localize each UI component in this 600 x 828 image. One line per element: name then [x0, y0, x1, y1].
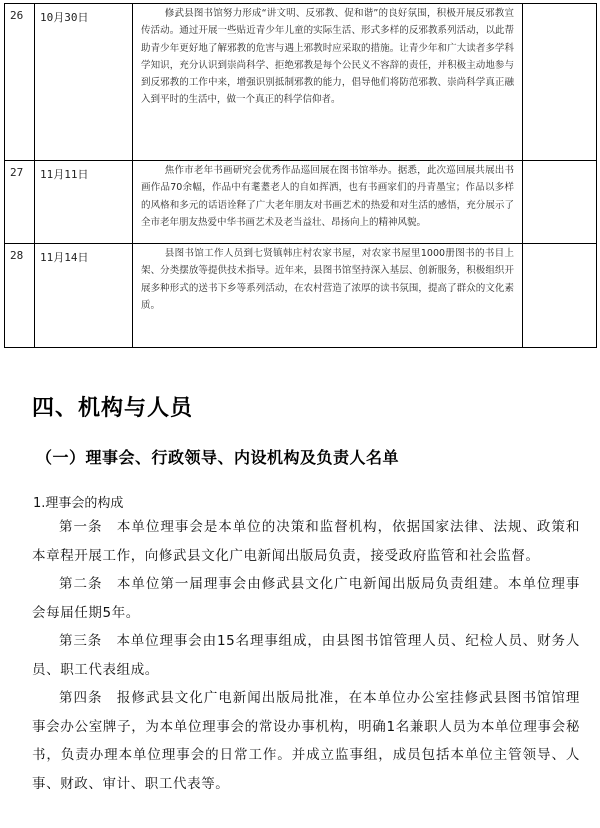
table-row: [5, 4, 597, 161]
empty-cell: [523, 244, 597, 348]
table-row: [5, 244, 597, 348]
article-paragraph: 第一条 本单位理事会是本单位的决策和监督机构，依据国家法律、法规、政策和本章程开展工作，向修武县文化广电新闻出版局负责，接受政府监管和社会监督。: [32, 519, 580, 564]
events-table: [4, 3, 597, 348]
row-description: [133, 161, 523, 244]
article-paragraph: 第三条 本单位理事会由15名理事组成，由县图书馆管理人员、纪检人员、财务人员、职工代表组成。: [32, 633, 580, 678]
item-heading: 1.理事会的构成: [33, 496, 124, 511]
article-paragraph: 第四条 报修武县文化广电新闻出版局批准，在本单位办公室挂修武县图书馆馆理事会办公室牌子，为本单位理事会的常设办事机构，明确1名兼职人员为本单位理事会秘书，负责办理本单位理事会的日常工作。并成立监事组，成员包括本单位主管领导、人事、财政、审计、职工代表等。: [32, 690, 580, 792]
description-text: 修武县图书馆努力形成“讲文明、反邪教、促和谐”的良好氛围，积极开展反邪教宣传活动。通过开展一些贴近青少年儿童的实际生活、形式多样的反邪教系列活动，以此帮助青少年更好地了解邪教的危害与遇上邪教时应采取的措施。让青少年和广大读者多学科学知识，充分认识到崇尚科学、拒绝邪教是每个公民义不容辞的责任，并积极主动地参与到反邪教的工作中来，增强识别抵制邪教的能力，倡导他们将防范邪教、崇尚科学真正融入到平时的生活中，做一个真正的科学信仰者。: [141, 8, 514, 106]
row-number: 27: [5, 161, 35, 244]
article-paragraph: 第二条 本单位第一届理事会由修武县文化广电新闻出版局负责组建。本单位理事会每届任期5年。: [32, 576, 580, 621]
description-text: 县图书馆工作人员到七贤镇韩庄村农家书屋，对农家书屋里1000册图书的书目上架、分类摆放等提供技术指导。近年来，县图书馆坚持深入基层、创新服务，积极组织开展多种形式的送书下乡等系列活动，在农村营造了浓厚的读书氛围，提高了群众的文化素质。: [141, 248, 514, 311]
row-date: 11月14日: [35, 244, 133, 348]
section-title: 四、机构与人员: [32, 395, 194, 421]
row-description: [133, 244, 523, 348]
row-date: 11月11日: [35, 161, 133, 244]
row-date: 10月30日: [35, 4, 133, 161]
description-text: 焦作市老年书画研究会优秀作品巡回展在图书馆举办。据悉，此次巡回展共展出书画作品70余幅，作品中有耄耋老人的自如挥洒，也有书画家们的丹青墨宝；作品以多样的风格和多元的话语诠释了广大老年朋友对书画艺术的热爱和对生活的感悟，充分展示了全市老年朋友热爱中华书画艺术及老当益壮、昂扬向上的精神风貌。: [141, 165, 514, 228]
row-description: [133, 4, 523, 161]
row-number: 28: [5, 244, 35, 348]
empty-cell: [523, 161, 597, 244]
table-row: [5, 161, 597, 244]
row-number: 26: [5, 4, 35, 161]
subsection-title: （一）理事会、行政领导、内设机构及负责人名单: [36, 448, 400, 467]
empty-cell: [523, 4, 597, 161]
body-text: [32, 513, 580, 798]
